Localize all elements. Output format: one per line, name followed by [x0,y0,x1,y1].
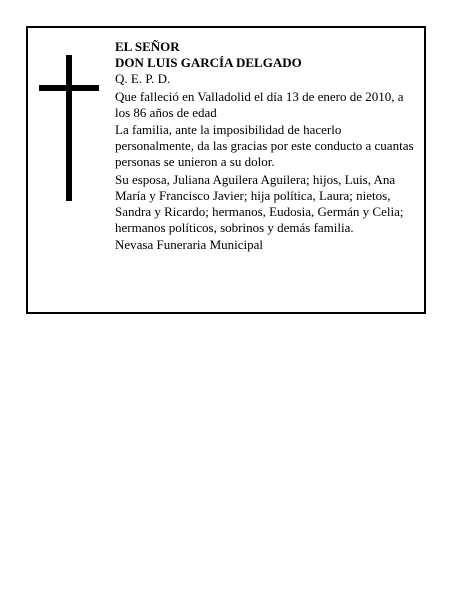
deceased-name: DON LUIS GARCÍA DELGADO [115,55,302,71]
family-thanks: La familia, ante la imposibilidad de hacerlo personalmente, da las gracias por este conducto a cuantas personas se unieron a su dolor. [115,122,414,170]
qepd: Q. E. P. D. [115,71,171,87]
cross-horizontal-bar [39,85,99,91]
title-line-1: EL SEÑOR [115,39,180,54]
death-info: Que falleció en Valladolid el día 13 de enero de 2010, a los 86 años de edad [115,88,404,120]
obituary-notice [26,26,426,314]
funeral-home: Nevasa Funeraria Municipal [115,237,264,253]
obituary-text [115,39,421,255]
cross-icon [39,55,99,201]
cross-vertical-bar [66,55,72,201]
relatives: Su esposa, Juliana Aguilera Aguilera; hijos, Luis, Ana María y Francisco Javier; hija política, Laura; nietos, Sandra y Ricardo; hermanos, Eudosia, Germán y Celia; hermanos políticos, sobrinos y demás familia. [115,171,404,236]
